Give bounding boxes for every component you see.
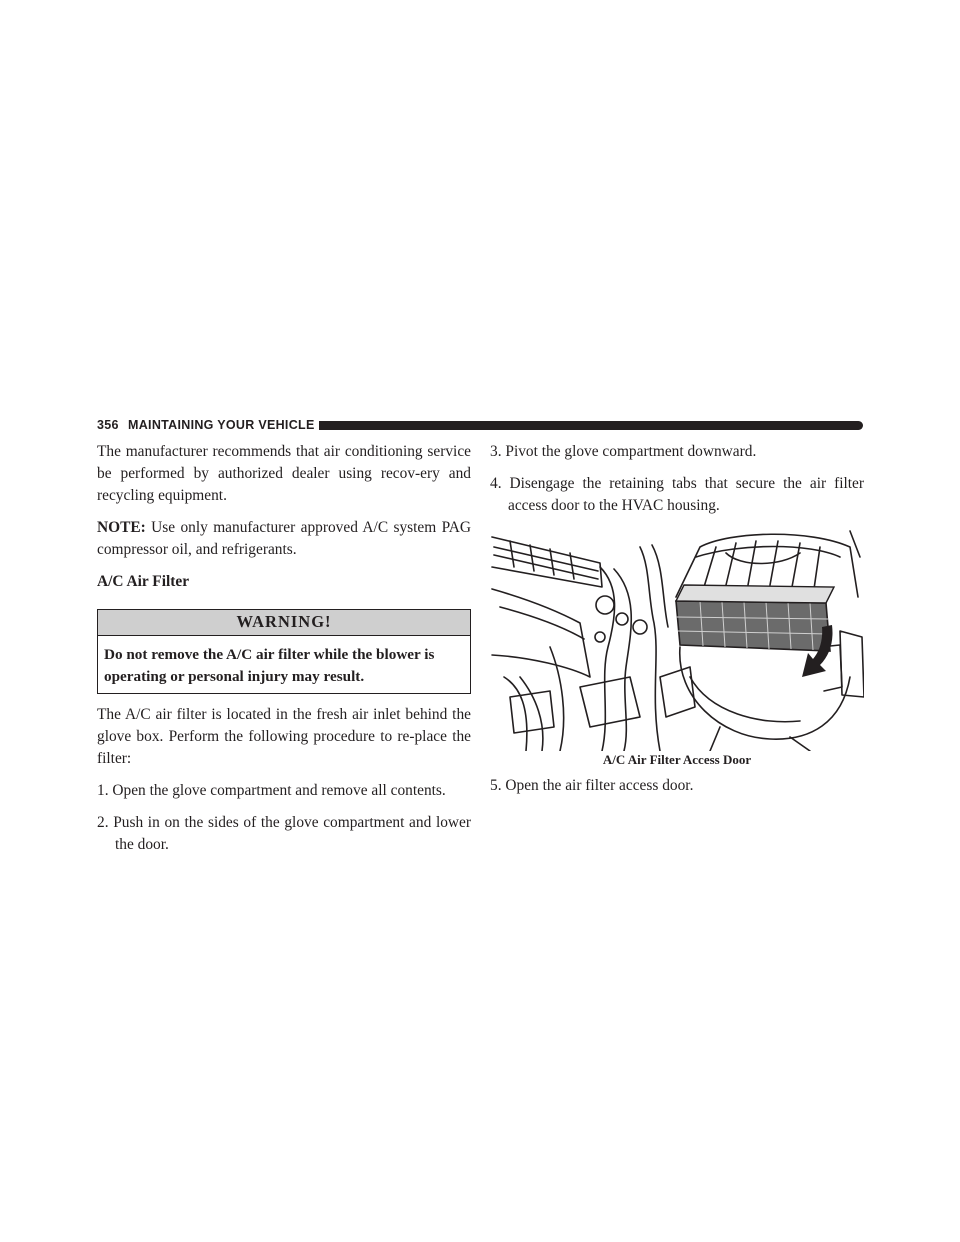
note-paragraph xyxy=(97,517,471,561)
page-number: 356 xyxy=(97,418,119,432)
location-paragraph: The A/C air filter is located in the fresh air inlet behind the glove box. Perform the following procedure to re-place the filter: xyxy=(97,706,471,767)
step-3: 3. Pivot the glove compartment downward. xyxy=(490,443,757,460)
filter-access-door xyxy=(676,585,834,651)
warning-title: WARNING! xyxy=(98,610,470,636)
section-title: MAINTAINING YOUR VEHICLE xyxy=(128,418,315,432)
note-label: NOTE: xyxy=(97,519,146,536)
intro-paragraph: The manufacturer recommends that air conditioning service be performed by authorized dealer using recov-ery and recycling equipment. xyxy=(97,443,471,504)
page-header xyxy=(97,416,863,434)
warning-box xyxy=(97,609,471,694)
step-1: 1. Open the glove compartment and remove all contents. xyxy=(97,782,446,799)
figure-caption: A/C Air Filter Access Door xyxy=(602,752,752,767)
warning-text: Do not remove the A/C air filter while the blower is operating or personal injury may result. xyxy=(104,646,435,685)
note-text: Use only manufacturer approved A/C system PAG compressor oil, and refrigerants. xyxy=(97,519,471,558)
hvac-filter-illustration xyxy=(490,527,864,751)
step-2: 2. Push in on the sides of the glove compartment and lower the door. xyxy=(97,814,471,853)
step-4: 4. Disengage the retaining tabs that secure the air filter access door to the HVAC housing. xyxy=(490,475,864,514)
section-subheading: A/C Air Filter xyxy=(97,573,190,590)
header-rule xyxy=(319,421,863,430)
right-column xyxy=(490,441,864,807)
left-column xyxy=(97,441,471,866)
step-5: 5. Open the air filter access door. xyxy=(490,777,694,794)
